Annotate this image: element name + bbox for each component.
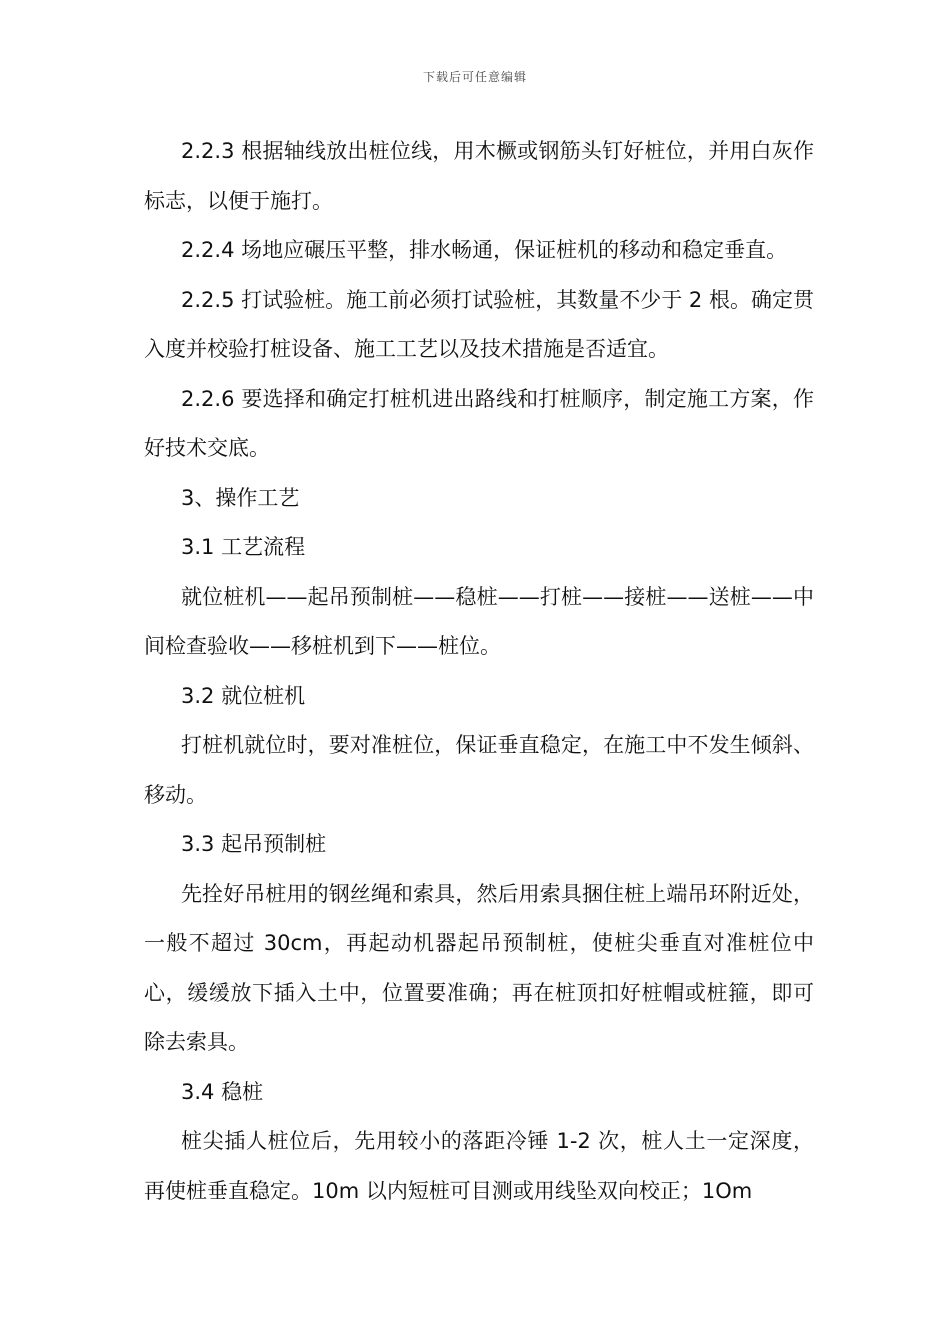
paragraph-3-4: 桩尖插人桩位后，先用较小的落距冷锤 1-2 次，桩人土一定深度，再使桩垂直稳定。10m 以内短桩可目测或用线坠双向校正；1Om [144,1129,814,1203]
paragraph-3-3: 先拴好吊桩用的钢丝绳和索具，然后用索具捆住桩上端吊环附近处，一般不超过 30cm，再起动机器起吊预制桩，使桩尖垂直对准桩位中心，缓缓放下插入土中，位置要准确；再在桩顶扣好桩帽或桩箍，即可除去索具。 [144,881,814,1054]
section-heading-3: 3、操作工艺 [181,485,300,510]
subheading-3-4: 3.4 稳桩 [181,1079,264,1104]
subheading-3-1: 3.1 工艺流程 [181,535,306,559]
subheading-3-3: 3.3 起吊预制桩 [181,832,327,856]
page-header-note: 下载后可任意编辑 [422,70,527,84]
paragraph-2-2-5: 2.2.5 打试验桩。施工前必须打试验桩，其数量不少于 2 根。确定贯入度并校验打桩设备、施工工艺以及技术措施是否适宜。 [144,287,814,361]
subheading-3-2: 3.2 就位桩机 [181,683,306,708]
paragraph-2-2-4: 2.2.4 场地应碾压平整，排水畅通，保证桩机的移动和稳定垂直。 [181,238,788,262]
paragraph-process-flow: 就位桩机——起吊预制桩——稳桩——打桩——接桩——送桩——中间检查验收——移桩机到下——桩位。 [144,584,814,658]
paragraph-2-2-3: 2.2.3 根据轴线放出桩位线，用木橛或钢筋头钉好桩位，并用白灰作标志，以便于施打。 [144,139,814,213]
paragraph-2-2-6: 2.2.6 要选择和确定打桩机进出路线和打桩顺序，制定施工方案，作好技术交底。 [144,386,814,460]
paragraph-3-2: 打桩机就位时，要对准桩位，保证垂直稳定，在施工中不发生倾斜、移动。 [144,733,814,807]
document-body [144,127,814,1216]
